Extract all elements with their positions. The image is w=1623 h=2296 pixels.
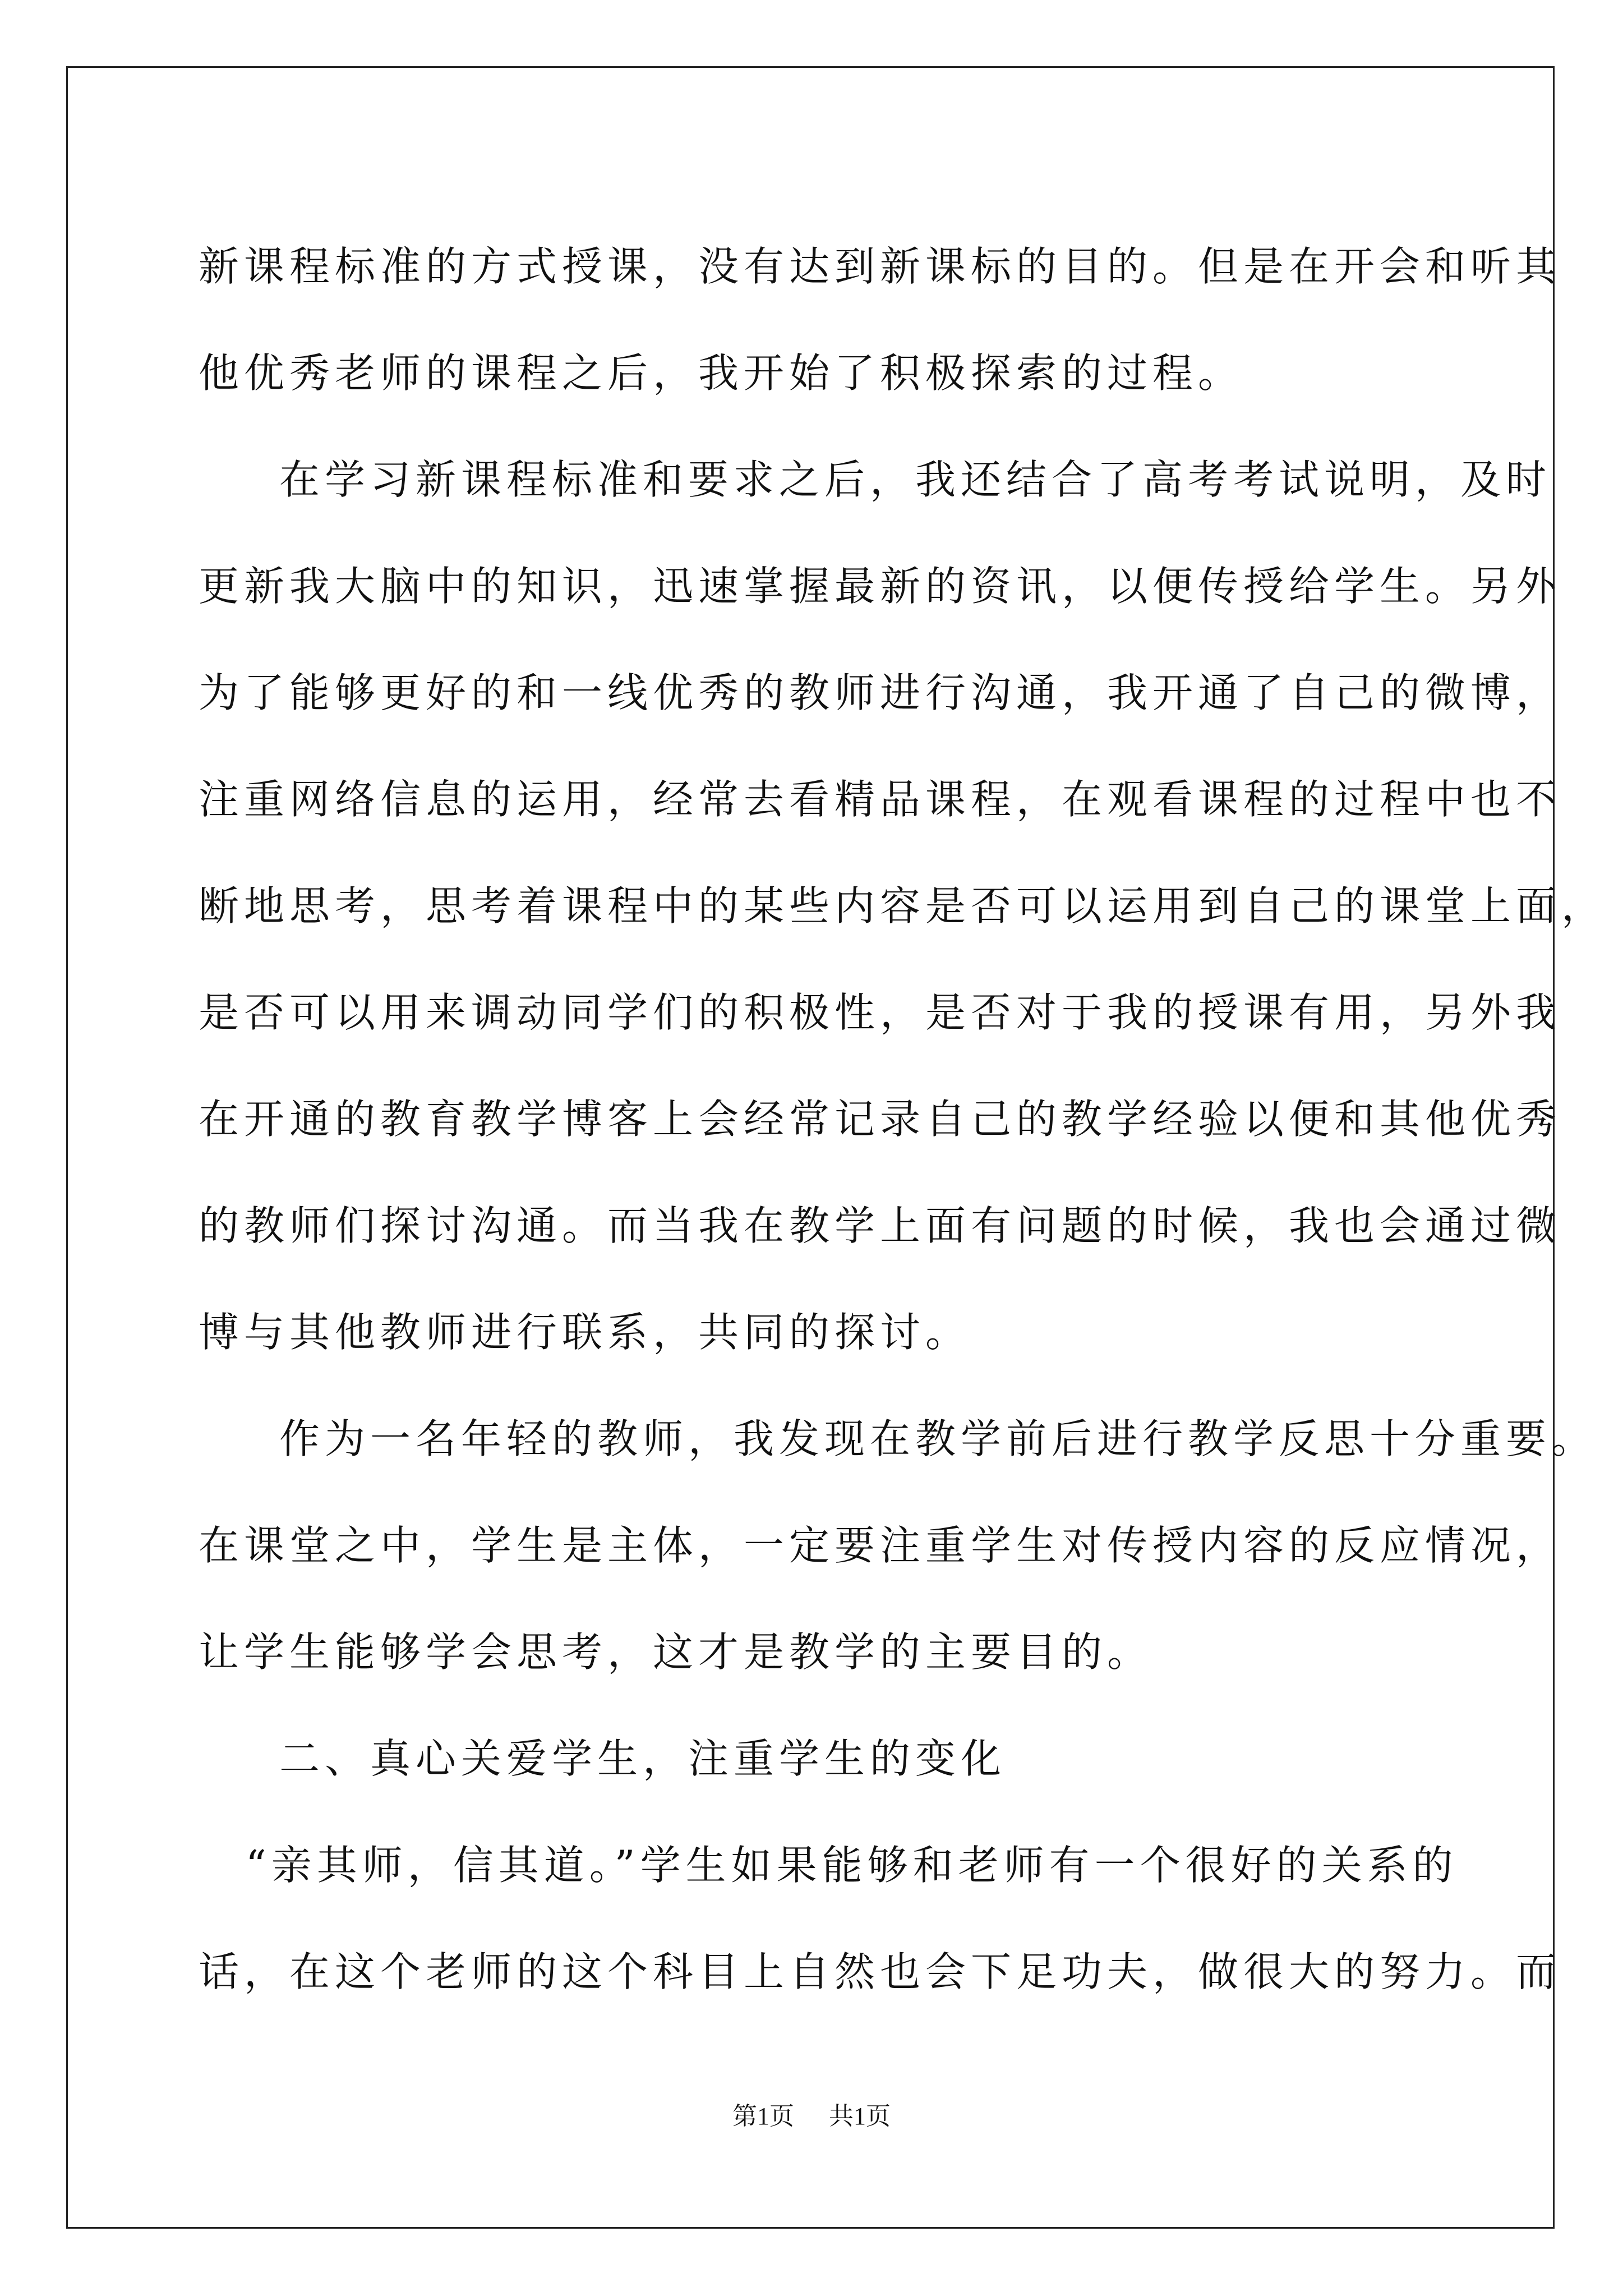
text-line: 让学生能够学会思考，这才是教学的主要目的。 <box>199 1628 1153 1676</box>
text-line: 博与其他教师进行联系，共同的探讨。 <box>199 1309 971 1356</box>
text-line: 为了能够更好的和一线优秀的教师进行沟通，我开通了自己的微博， <box>199 669 1562 716</box>
page-footer <box>0 2096 1623 2132</box>
text-line: “亲其师，信其道。”学生如果能够和老师有一个很好的关系的 <box>246 1842 1458 1889</box>
section-heading: 二、真心关爱学生，注重学生的变化 <box>279 1735 1007 1782</box>
text-line: 的教师们探讨沟通。而当我在教学上面有问题的时候，我也会通过微 <box>199 1202 1562 1249</box>
page-number: 第1页 <box>732 2102 794 2130</box>
text-line: 更新我大脑中的知识，迅速掌握最新的资讯，以便传授给学生。另外 <box>199 563 1562 610</box>
text-line: 是否可以用来调动同学们的积极性，是否对于我的授课有用，另外我 <box>199 989 1562 1036</box>
page-total: 共1页 <box>829 2102 891 2130</box>
text-line: 在课堂之中，学生是主体，一定要注重学生对传授内容的反应情况， <box>199 1522 1562 1569</box>
text-line: 在开通的教育教学博客上会经常记录自己的教学经验以便和其他优秀 <box>199 1096 1562 1143</box>
text-line: 注重网络信息的运用，经常去看精品课程，在观看课程的过程中也不 <box>199 776 1562 823</box>
text-line: 新课程标准的方式授课，没有达到新课标的目的。但是在开会和听其 <box>199 243 1562 290</box>
text-line: 在学习新课程标准和要求之后，我还结合了高考考试说明，及时 <box>279 456 1552 503</box>
text-line: 他优秀老师的课程之后，我开始了积极探索的过程。 <box>199 349 1244 397</box>
text-line: 作为一名年轻的教师，我发现在教学前后进行教学反思十分重要。 <box>279 1415 1597 1462</box>
document-body <box>199 213 1607 2025</box>
text-line: 断地思考，思考着课程中的某些内容是否可以运用到自己的课堂上面， <box>199 882 1607 930</box>
text-line: 话，在这个老师的这个科目上自然也会下足功夫，做很大的努力。而 <box>199 1948 1562 1995</box>
